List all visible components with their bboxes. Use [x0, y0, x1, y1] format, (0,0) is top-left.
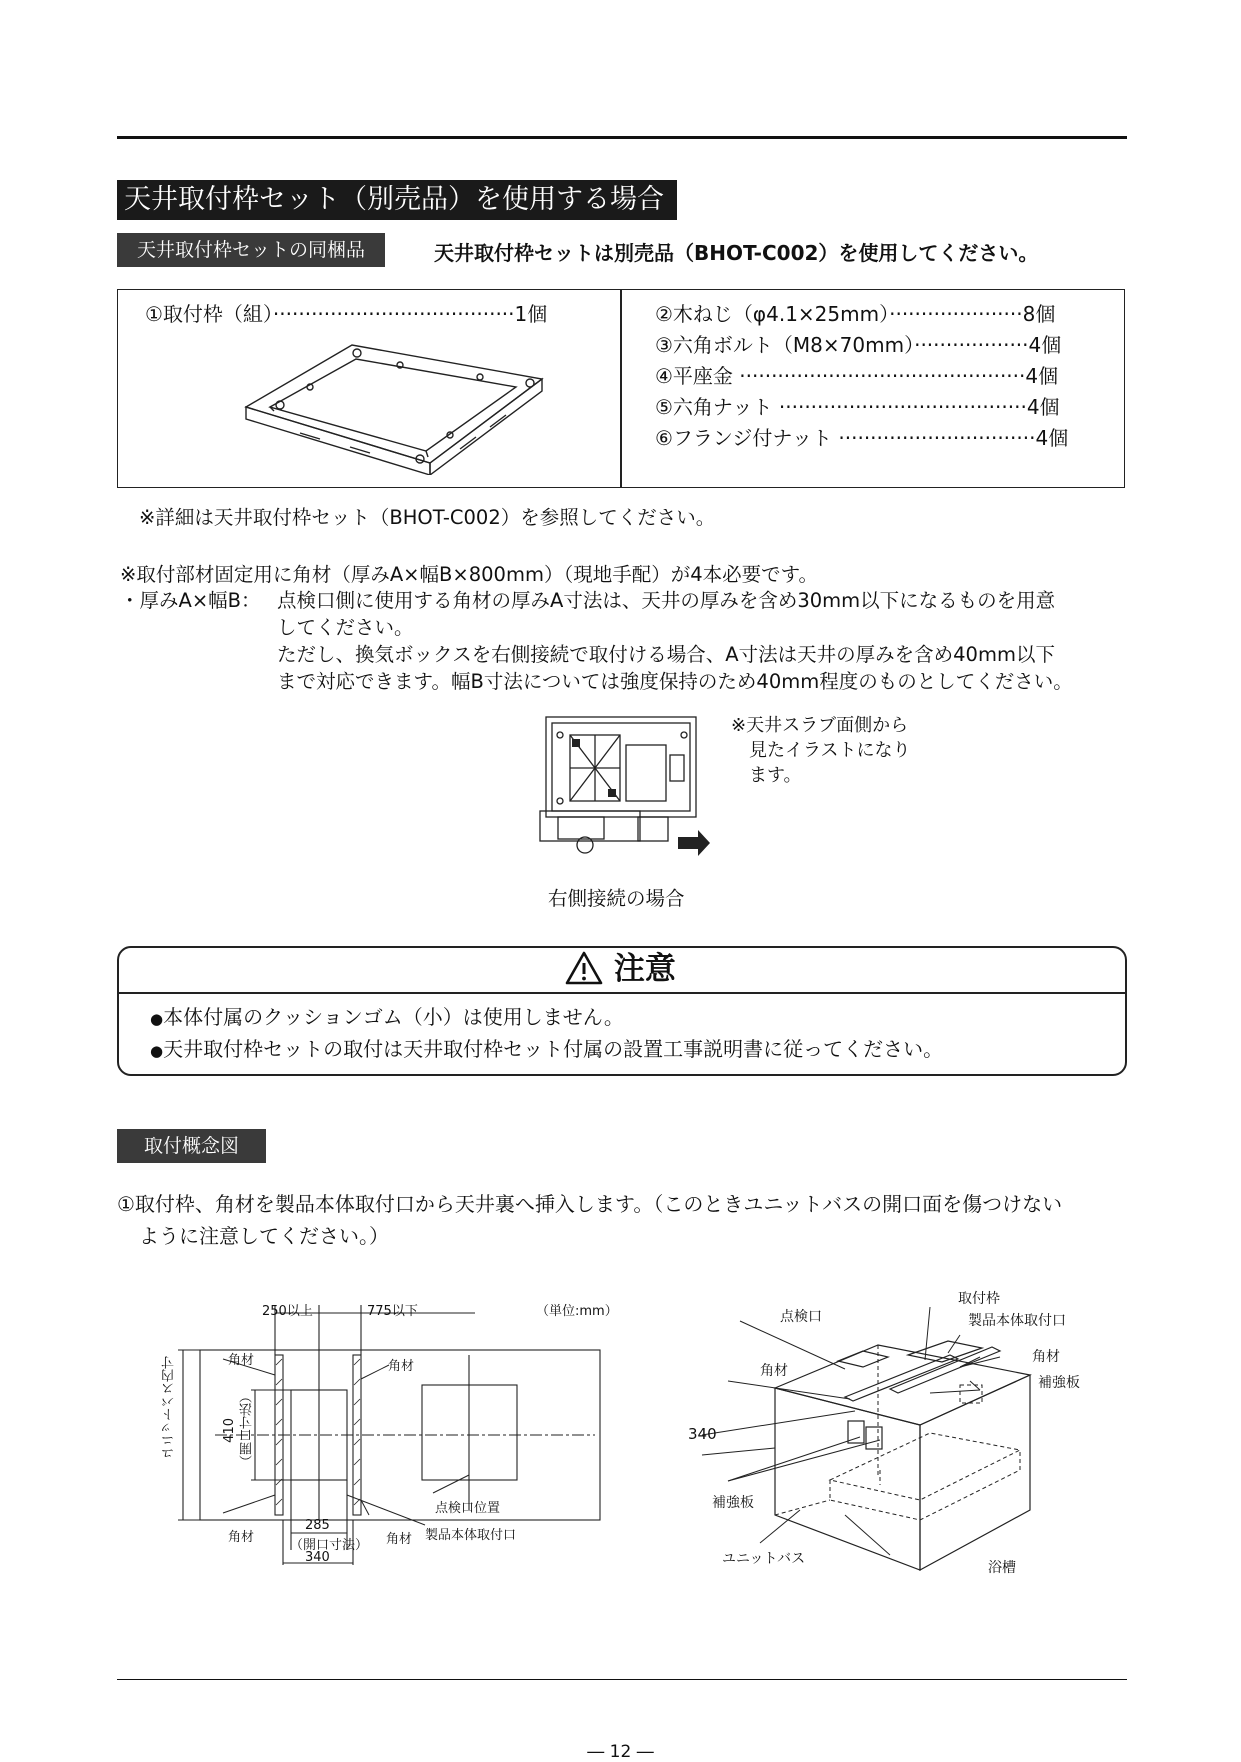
section-title: 天井取付枠セット（別売品）を使用する場合 [117, 180, 677, 220]
part-item: ③六角ボルト（M8×70mm）··················4個 [655, 333, 1062, 357]
caution-header-rule [117, 992, 1127, 994]
plan-label-unitbath-inner: ユニットバス内寸 [162, 1356, 177, 1460]
mounting-frame-illustration [240, 335, 550, 475]
plan-dim-410-note: （開口寸法） [240, 1390, 255, 1468]
concept-step-line: ①取付枠、角材を製品本体取付口から天井裏へ挿入します。（このときユニットバスの開口面を傷つけない [117, 1192, 1063, 1216]
caution-item: ●天井取付枠セットの取付は天井取付枠セット付属の設置工事説明書に従ってください。 [150, 1037, 944, 1061]
plan-unit: （単位:mm） [536, 1304, 618, 1319]
plan-label-kakuzai-br: 角材 [386, 1532, 413, 1547]
requirement-line: ※取付部材固定用に角材（厚みA×幅B×800mm）（現地手配）が4本必要です。 [120, 563, 819, 586]
contents-tag: 天井取付枠セットの同梱品 [117, 233, 385, 267]
caution-item: ●本体付属のクッションゴム（小）は使用しません。 [150, 1005, 624, 1029]
illustration-note-line: ※天井スラブ面側から [731, 715, 909, 736]
plan-label-inspection-pos: 点検口位置 [435, 1501, 501, 1516]
plan-dim-340: 340 [305, 1550, 330, 1565]
plan-dim-410: 410 [222, 1418, 237, 1443]
iso-label-reinforce-right: 補強板 [1038, 1375, 1080, 1391]
concept-step [117, 1188, 1062, 1252]
part-item: ⑤六角ナット ·······································4個 [655, 395, 1060, 419]
plan-dim-250: 250以上 [262, 1304, 313, 1319]
concept-tag: 取付概念図 [117, 1129, 266, 1163]
plan-dim-285: 285 [305, 1518, 330, 1533]
part-item: ②木ねじ（φ4.1×25mm）·····················8個 [655, 302, 1056, 326]
illustration-note [731, 713, 910, 788]
top-rule [117, 136, 1127, 139]
requirement-text-line: ただし、換気ボックスを右側接続で取付ける場合、A寸法は天井の厚みを含め40mm以下 [277, 643, 1055, 666]
iso-label-tub: 浴槽 [988, 1560, 1016, 1576]
caution-item-text: 本体付属のクッションゴム（小）は使用しません。 [163, 1005, 624, 1029]
part-item: ④平座金 ·············································4個 [655, 364, 1059, 388]
plan-label-kakuzai-bl: 角材 [228, 1530, 255, 1545]
requirement-text-line: 点検口側に使用する角材の厚みA寸法は、天井の厚みを含め30mm以下になるものを用意 [277, 589, 1056, 612]
requirement-text [277, 587, 1073, 695]
plan-label-body-opening: 製品本体取付口 [425, 1528, 517, 1543]
plan-dim-285-note: （開口寸法） [290, 1538, 369, 1553]
caution-item-text: 天井取付枠セットの取付は天井取付枠セット付属の設置工事説明書に従ってください。 [163, 1037, 944, 1061]
page-number: ― 12 ― [587, 1742, 654, 1762]
concept-step-line: ように注意してください。） [139, 1224, 389, 1248]
warning-triangle-icon [565, 951, 603, 985]
contents-note: ※詳細は天井取付枠セット（BHOT-C002）を参照してください。 [139, 506, 716, 529]
requirement-text-line: してください。 [277, 616, 414, 639]
illustration-note-line: 見たイラストになり [749, 740, 911, 761]
parts-box-divider [620, 289, 622, 488]
illustration-caption: 右側接続の場合 [548, 887, 685, 910]
plan-dim-775: 775以下 [367, 1304, 418, 1319]
plan-label-kakuzai-tr: 角材 [388, 1359, 415, 1374]
plan-label-kakuzai-tl: 角材 [228, 1353, 255, 1368]
caution-header [0, 946, 1241, 992]
iso-label-inspection: 点検口 [780, 1309, 822, 1325]
isometric-diagram [680, 1285, 1100, 1585]
parts-list [655, 299, 1068, 454]
iso-label-reinforce-left: 補強板 [712, 1495, 754, 1511]
part-item: ⑥フランジ付ナット ·······························4個 [655, 426, 1069, 450]
caution-title: 注意 [613, 951, 676, 987]
iso-label-kakuzai-left: 角材 [760, 1363, 788, 1379]
iso-dim-340: 340 [688, 1425, 717, 1443]
contents-lead: 天井取付枠セットは別売品（BHOT-C002）を使用してください。 [434, 241, 1039, 265]
iso-label-frame: 取付枠 [958, 1291, 1000, 1307]
caution-list [150, 1002, 943, 1066]
requirement-text-line: まで対応できます。幅B寸法については強度保持のため40mm程度のものとしてください。 [277, 670, 1073, 693]
illustration-note-line: ます。 [749, 765, 802, 786]
bottom-rule [117, 1679, 1127, 1680]
iso-label-kakuzai-right: 角材 [1032, 1349, 1060, 1365]
part-item-frame: ①取付枠（組）······································1個 [145, 302, 548, 326]
iso-label-body-opening: 製品本体取付口 [968, 1313, 1066, 1329]
iso-label-unitbath: ユニットバス [722, 1551, 806, 1567]
requirement-label: ・厚みA×幅B： [120, 589, 261, 612]
right-connection-illustration [530, 715, 710, 870]
